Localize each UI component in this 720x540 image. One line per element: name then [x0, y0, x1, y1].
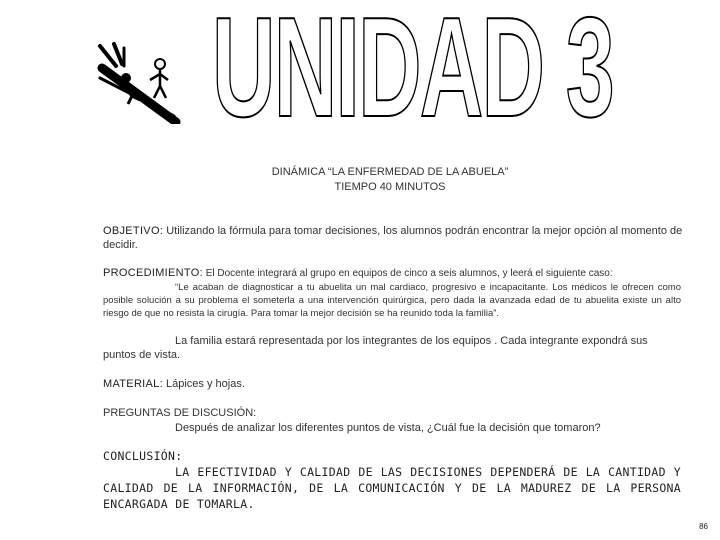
activity-time: TIEMPO 40 MINUTOS — [334, 181, 446, 193]
representation-text: La familia estará representada por los integrantes de los equipos . Cada integrante expondrá sus puntos de vista. — [103, 335, 648, 361]
material-section — [103, 377, 683, 391]
procedure-intro-text: El Docente integrará al grupo en equipos de cinco a seis alumnos, y leerá el siguiente caso: — [202, 268, 613, 279]
material-text: Lápices y hojas. — [162, 378, 245, 390]
unit-title: UNIDAD 3 — [212, 0, 613, 147]
activity-name: DINÁMICA “LA ENFERMEDAD DE LA ABUELA” — [271, 166, 509, 178]
page-number: 86 — [699, 522, 708, 531]
people-on-seesaw-icon — [96, 42, 182, 124]
procedure-intro — [103, 266, 683, 281]
conclusion-label: CONCLUSIÓN: — [103, 449, 183, 463]
procedure-label: PROCEDIMIENTO: — [103, 267, 203, 279]
objective-section — [103, 224, 683, 252]
objective-text: Utilizando la fórmula para tomar decisiones, los alumnos podrán encontrar la mejor opción al momento de decidir. — [103, 225, 683, 251]
questions-label: PREGUNTAS DE DISCUSIÓN: — [103, 407, 257, 419]
case-text: “Le acaban de diagnosticar a tu abuelita un mal cardiaco, progresivo e incapacitante. Los médicos le ofrecen como posible solución a su problema el someterla a una intervención quirúrgica, pero dada la avanzada edad de tu abuelita existe un alto riesgo de que no resista la cirugía. Para tomar la mejor decisión se ha reunido toda la familia”. — [103, 282, 681, 319]
conclusion-text: LA EFECTIVIDAD Y CALIDAD DE LAS DECISIONES DEPENDERÁ DE LA CANTIDAD Y CALIDAD DE LA INFORMACIÓN, DE LA COMUNICACIÓN Y DE LA MADUREZ DE LA PERSONA ENCARGADA DE TOMARLA. — [103, 465, 681, 511]
questions-text: Después de analizar los diferentes puntos de vista, ¿Cuál fue la decisión que tomaron? — [175, 422, 601, 434]
material-label: MATERIAL: — [103, 378, 163, 390]
objective-label: OBJETIVO: — [103, 225, 164, 237]
